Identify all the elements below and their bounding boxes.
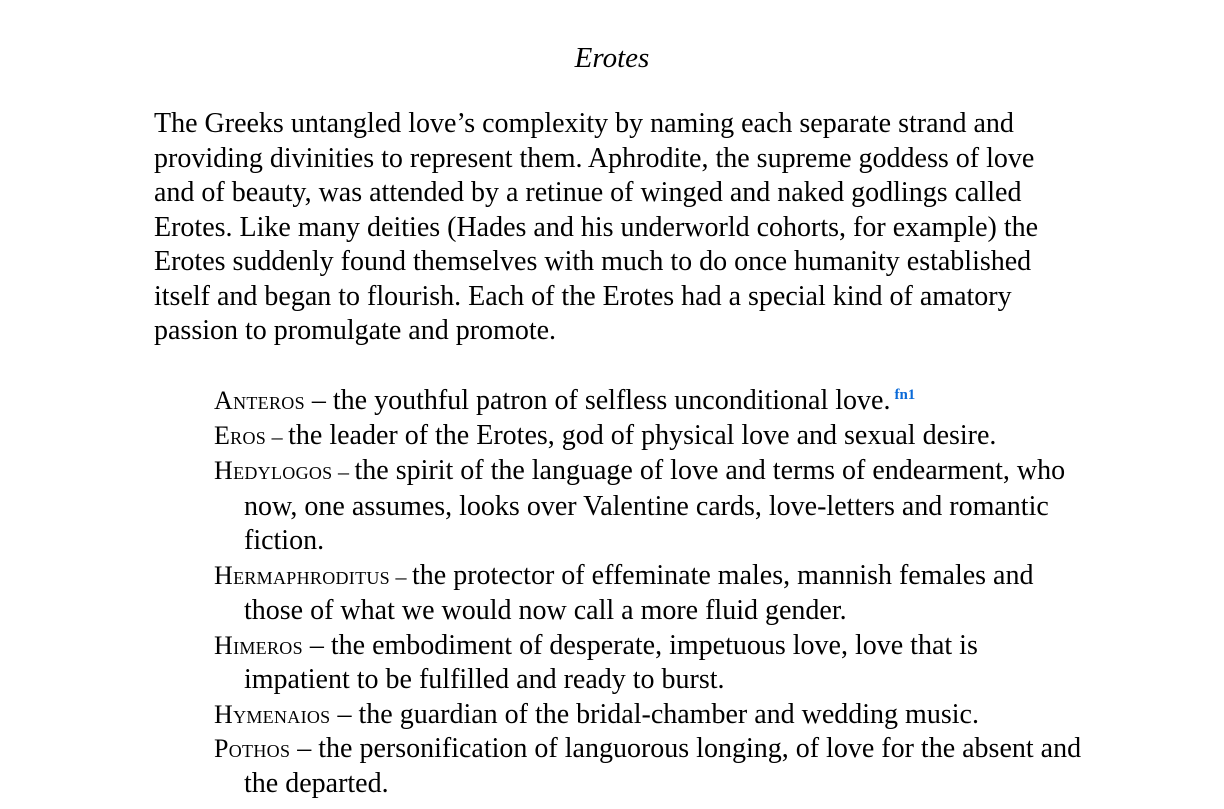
entry-dash: –: [290, 733, 319, 764]
entry-text: the youthful patron of selfless unconditional love.: [332, 385, 891, 416]
list-item-himeros: [214, 629, 1084, 698]
list-item-pothos: [214, 732, 1084, 801]
entry-name: Hedylogos: [214, 456, 333, 485]
entry-text: the embodiment of desperate, impetuous love, love that is impatient to be fulfilled and ready to burst.: [244, 629, 978, 695]
entry-text: the guardian of the bridal-chamber and wedding music.: [358, 698, 979, 730]
entry-text: the leader of the Erotes, god of physical love and sexual desire.: [288, 419, 997, 451]
list-item-hermaphroditus: [214, 559, 1084, 629]
entry-text: the protector of effeminate males, mannish females and those of what we would now call a more fluid gender.: [244, 559, 1034, 626]
entry-dash: –: [332, 459, 355, 484]
intro-paragraph: The Greeks untangled love’s complexity by naming each separate strand and providing divinities to represent them. Aphrodite, the supreme goddess of love and of beauty, was attended by a retinue of winged and naked godlings called Erotes. Like many deities (Hades and his underworld cohorts, for example) the Erotes suddenly found themselves with much to do once humanity established itself and began to flourish. Each of the Erotes had a special kind of amatory passion to promulgate and promote.: [154, 108, 1039, 346]
entry-dash: –: [302, 629, 331, 661]
entry-text: the personification of languorous longing, of love for the absent and the departed.: [244, 733, 1082, 799]
entry-name: Pothos: [214, 734, 291, 763]
entry-name: Hermaphroditus: [214, 560, 390, 590]
list-item-hedylogos: [214, 454, 1084, 559]
entry-dash: –: [390, 563, 412, 589]
list-item-hymenaios: [214, 698, 1084, 733]
entry-dash: –: [266, 423, 289, 449]
erotes-list: [214, 378, 1084, 801]
footnote-link[interactable]: fn1: [894, 387, 916, 403]
entry-name: Himeros: [214, 630, 303, 660]
entry-name: Hymenaios: [214, 699, 331, 729]
page-title: Erotes: [574, 42, 650, 74]
entry-name: Eros: [214, 420, 267, 450]
entry-dash: –: [330, 698, 359, 730]
list-item-anteros: [214, 378, 1084, 419]
entry-text: the spirit of the language of love and terms of endearment, who now, one assumes, looks over Valentine cards, love-letters and romantic fiction.: [244, 455, 1066, 556]
list-item-eros: [214, 419, 1084, 455]
entry-dash: –: [304, 385, 333, 416]
entry-name: Anteros: [214, 386, 305, 415]
